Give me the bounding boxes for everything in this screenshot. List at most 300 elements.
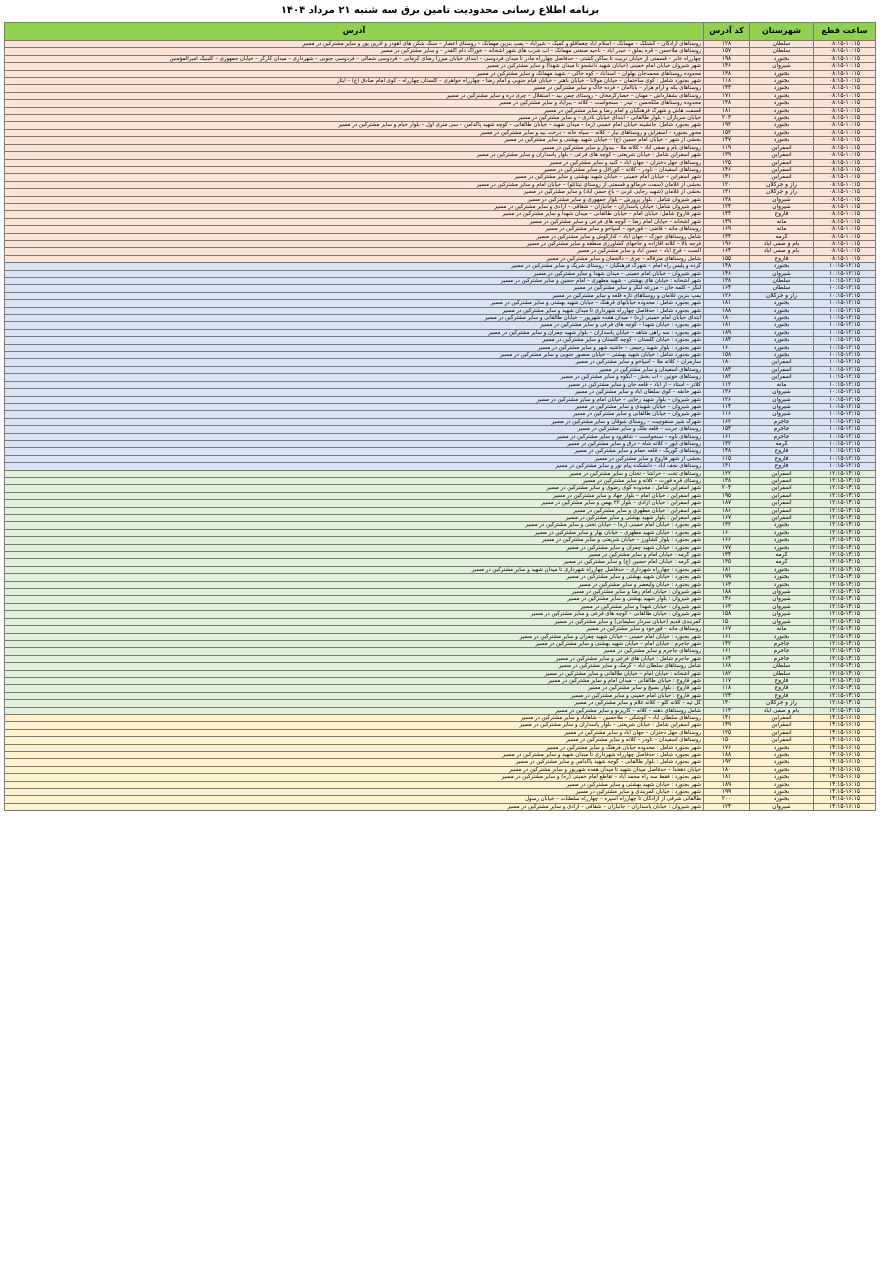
- table-row: [5, 537, 876, 544]
- address-cell: شهر شیروان : بلوار شهید بهشتی و سایر مشترکین در مسیر: [5, 596, 704, 603]
- table-row: [5, 500, 876, 507]
- time-cell: ۱۲:۱۵-۱۴:۱۵: [814, 611, 876, 618]
- table-row: [5, 633, 876, 640]
- city-cell: بجنورد: [750, 55, 814, 62]
- city-cell: بجنورد: [750, 789, 814, 796]
- address-cell: قسمت هاش و شهرک فرهنگیان و امام رضا و سایر مشترکین در مسیر: [5, 107, 704, 114]
- code-cell: ۱۳۵: [704, 559, 750, 566]
- city-cell: بجنورد: [750, 329, 814, 336]
- address-cell: روستاهای جاجرم و سایر مشترکین در مسیر: [5, 648, 704, 655]
- table-row: [5, 92, 876, 99]
- table-row: [5, 278, 876, 285]
- time-cell: ۰۸:۱۵-۱۰:۱۵: [814, 48, 876, 55]
- city-cell: بجنورد: [750, 759, 814, 766]
- address-cell: روستاهای اسفیدان – ناودر – کلاته و سایر مشترکین در مسیر: [5, 737, 704, 744]
- address-cell: شهر فاروج : بلوار بسیج و سایر مشترکین در مسیر: [5, 685, 704, 692]
- table-row: [5, 507, 876, 514]
- address-cell: کمربندی قدیم (خیابان سردار سلیمانی) و سایر مشترکین در مسیر: [5, 618, 704, 625]
- city-cell: بجنورد: [750, 78, 814, 85]
- time-cell: ۱۲:۱۵-۱۴:۱۵: [814, 589, 876, 596]
- city-cell: گرمه: [750, 559, 814, 566]
- city-cell: بجنورد: [750, 300, 814, 307]
- city-cell: مانه: [750, 381, 814, 388]
- address-cell: روستاهای جهل دختران – جهان آباد و سایر مشترکین در مسیر: [5, 729, 704, 736]
- code-cell: ۱۴۲: [704, 640, 750, 647]
- code-cell: ۱۹۶: [704, 240, 750, 247]
- time-cell: ۱۲:۱۵-۱۴:۱۵: [814, 485, 876, 492]
- city-cell: بجنورد: [750, 344, 814, 351]
- address-cell: روستاهای بام و صفی آباد – کلاته ملا – بیدواز و سایر مشترکین در مسیر: [5, 144, 704, 151]
- code-cell: ۱۸۱: [704, 322, 750, 329]
- table-row: [5, 337, 876, 344]
- table-row: [5, 670, 876, 677]
- code-cell: ۱۸۹: [704, 329, 750, 336]
- code-cell: ۱۳۲: [704, 440, 750, 447]
- table-row: [5, 100, 876, 107]
- time-cell: ۱۰:۱۵-۱۲:۱۵: [814, 411, 876, 418]
- city-cell: بجنورد: [750, 85, 814, 92]
- code-cell: ۱۲۴: [704, 692, 750, 699]
- code-cell: ۱۲۰: [704, 181, 750, 188]
- time-cell: ۱۰:۱۵-۱۲:۱۵: [814, 263, 876, 270]
- code-cell: ۱۳۸: [704, 278, 750, 285]
- code-cell: ۱۵۸: [704, 352, 750, 359]
- code-cell: ۱۲۸: [704, 41, 750, 48]
- address-cell: شهر خانقه – کوی سلطان آباد و سایر مشترکین در مسیر: [5, 389, 704, 396]
- address-cell: شهر جاجرم شامل : خیابان های فرعی و سایر مشترکین در مسیر: [5, 655, 704, 662]
- address-cell: شهر بجنورد شامل : کوی ساختمان – خیابان مولانا – خیابان باهنر – خیابان قیام جنوبی و امام رضا – چهارراه خواهری – گلستان چهارراه – کوی امام صادق (ع) – ایثار: [5, 78, 704, 85]
- address-cell: شهر بجنورد : خیابان شهدا – کوچه های فرعی و سایر مشترکین در مسیر: [5, 322, 704, 329]
- table-row: [5, 411, 876, 418]
- city-cell: اسفراین: [750, 470, 814, 477]
- time-cell: ۱۴:۱۵-۱۶:۱۵: [814, 744, 876, 751]
- address-cell: شهر اسفراین شامل : محدوده کوی رضوی و سایر مشترکین در مسیر: [5, 485, 704, 492]
- city-cell: شیروان: [750, 389, 814, 396]
- table-row: [5, 403, 876, 410]
- city-cell: جاجرم: [750, 648, 814, 655]
- city-cell: اسفراین: [750, 159, 814, 166]
- address-cell: شهر بجنورد : خیابان شهید مطهری – خیابان بهار و سایر مشترکین در مسیر: [5, 529, 704, 536]
- table-row: [5, 603, 876, 610]
- time-cell: ۱۴:۱۵-۱۶:۱۵: [814, 737, 876, 744]
- time-cell: ۱۲:۱۵-۱۴:۱۵: [814, 470, 876, 477]
- time-cell: ۰۸:۱۵-۱۰:۱۵: [814, 196, 876, 203]
- code-cell: ۱۱۵: [704, 455, 750, 462]
- table-row: [5, 589, 876, 596]
- time-cell: ۱۴:۱۵-۱۶:۱۵: [814, 752, 876, 759]
- time-cell: ۱۰:۱۵-۱۲:۱۵: [814, 440, 876, 447]
- table-header-row: [5, 23, 876, 41]
- time-cell: ۱۲:۱۵-۱۴:۱۵: [814, 648, 876, 655]
- address-cell: لنگر – کلمه خان – مزرعه لنگر و سایر مشترکین در مسیر: [5, 285, 704, 292]
- address-cell: شهر بجنورد : فقط سه راه محمد آباد – تقاطع امام خمینی (ره) و سایر مشترکین در مسیر: [5, 774, 704, 781]
- city-cell: بجنورد: [750, 581, 814, 588]
- time-cell: ۱۰:۱۵-۱۲:۱۵: [814, 322, 876, 329]
- time-cell: ۱۴:۱۵-۱۶:۱۵: [814, 803, 876, 810]
- address-cell: شهر بجنورد : خیابان امام خمینی (ره) – خیابان تختی و سایر مشترکین در مسیر: [5, 522, 704, 529]
- table-row: [5, 714, 876, 721]
- time-cell: ۱۴:۱۵-۱۶:۱۵: [814, 781, 876, 788]
- time-cell: ۰۸:۱۵-۱۰:۱۵: [814, 159, 876, 166]
- address-cell: شهر شیروان شامل: خیابان پاسداران – جانبازان – شقاقی – آزادی و سایر مشترکین در مسیر: [5, 203, 704, 210]
- city-cell: شیروان: [750, 396, 814, 403]
- time-cell: ۱۴:۱۵-۱۶:۱۵: [814, 766, 876, 773]
- time-cell: ۱۲:۱۵-۱۴:۱۵: [814, 707, 876, 714]
- code-cell: ۱۸۲: [704, 374, 750, 381]
- table-row: [5, 263, 876, 270]
- city-cell: بجنورد: [750, 796, 814, 803]
- address-cell: شهر بجنورد : سه راهی شاهد – خیابان پاسداران – بلوار شهید چمران و سایر مشترکین در مسیر: [5, 329, 704, 336]
- table-row: [5, 344, 876, 351]
- city-cell: بجنورد: [750, 537, 814, 544]
- time-cell: ۰۸:۱۵-۱۰:۱۵: [814, 152, 876, 159]
- table-row: [5, 55, 876, 62]
- city-cell: بجنورد: [750, 115, 814, 122]
- code-cell: ۱۱۴: [704, 403, 750, 410]
- code-cell: ۱۴۴: [704, 211, 750, 218]
- table-row: [5, 115, 876, 122]
- time-cell: ۱۲:۱۵-۱۴:۱۵: [814, 515, 876, 522]
- table-row: [5, 255, 876, 262]
- time-cell: ۱۰:۱۵-۱۲:۱۵: [814, 426, 876, 433]
- table-row: [5, 677, 876, 684]
- address-cell: شهر گرمه : خیابان امام و سایر مشترکین در مسیر: [5, 552, 704, 559]
- code-cell: ۱۶۴: [704, 285, 750, 292]
- time-cell: ۱۰:۱۵-۱۲:۱۵: [814, 352, 876, 359]
- table-row: [5, 655, 876, 662]
- table-row: [5, 240, 876, 247]
- table-row: [5, 48, 876, 55]
- time-cell: ۱۲:۱۵-۱۴:۱۵: [814, 677, 876, 684]
- table-row: [5, 640, 876, 647]
- code-cell: ۱۶۳: [704, 603, 750, 610]
- city-cell: شیروان: [750, 196, 814, 203]
- address-cell: شهر گرمه : خیابان امام حسین (ع) و سایر مشترکین در مسیر: [5, 559, 704, 566]
- code-cell: ۱۶۱: [704, 648, 750, 655]
- table-row: [5, 166, 876, 173]
- city-cell: جاجرم: [750, 426, 814, 433]
- table-row: [5, 611, 876, 618]
- city-cell: اسفراین: [750, 507, 814, 514]
- address-cell: شهر شیروان : خیابان شهدا و سایر مشترکین در مسیر: [5, 603, 704, 610]
- code-cell: ۱۵۰: [704, 737, 750, 744]
- city-cell: بجنورد: [750, 100, 814, 107]
- city-cell: فاروج: [750, 211, 814, 218]
- address-cell: شهر بجنورد شامل : خیابان شهید بهشتی – خیابان منصور جنوبی و سایر مشترکین در مسیر: [5, 352, 704, 359]
- address-cell: گل تپه – کلاته کلو – کلاته غلام و سایر مشترکین در مسیر: [5, 700, 704, 707]
- table-row: [5, 248, 876, 255]
- time-cell: ۱۲:۱۵-۱۴:۱۵: [814, 552, 876, 559]
- table-row: [5, 581, 876, 588]
- time-cell: ۱۰:۱۵-۱۲:۱۵: [814, 344, 876, 351]
- table-row: [5, 566, 876, 573]
- city-cell: بجنورد: [750, 307, 814, 314]
- table-row: [5, 729, 876, 736]
- time-cell: ۱۲:۱۵-۱۴:۱۵: [814, 692, 876, 699]
- city-cell: اسفراین: [750, 359, 814, 366]
- city-cell: اسفراین: [750, 492, 814, 499]
- code-cell: ۱۶۳: [704, 581, 750, 588]
- address-cell: شهر شیروان – خیابان شهیدی و سایر مشترکین در مسیر: [5, 403, 704, 410]
- table-row: [5, 515, 876, 522]
- address-cell: شهر اسفراین – خیابان امام خمینی – خیابان شهید بهشتی و سایر مشترکین در مسیر: [5, 174, 704, 181]
- table-row: [5, 352, 876, 359]
- city-cell: جاجرم: [750, 433, 814, 440]
- code-cell: ۱۵۰: [704, 618, 750, 625]
- city-cell: شیروان: [750, 803, 814, 810]
- time-cell: ۱۲:۱۵-۱۴:۱۵: [814, 670, 876, 677]
- city-cell: شیروان: [750, 203, 814, 210]
- city-cell: سلطان: [750, 670, 814, 677]
- table-row: [5, 396, 876, 403]
- address-cell: شهر اسفراین : خیابان آزادی – بلوار ۲۲ بهمن و سایر مشترکین در مسیر: [5, 500, 704, 507]
- table-row: [5, 700, 876, 707]
- table-row: [5, 559, 876, 566]
- code-cell: ۱۳۴: [704, 233, 750, 240]
- table-row: [5, 366, 876, 373]
- outage-schedule-table: [4, 22, 876, 811]
- table-row: [5, 707, 876, 714]
- address-cell: شهر بجنورد : بلوار کشاورز – خیابان شریعتی و سایر مشترکین در مسیر: [5, 537, 704, 544]
- code-cell: ۱۳۹: [704, 152, 750, 159]
- address-cell: محور بجنورد – اسفراین و روستاهای بیار – کلاته – سیاه خانه – درخت بید و سایر مشترکین در مسیر: [5, 129, 704, 136]
- city-cell: سلطان: [750, 663, 814, 670]
- code-cell: ۱۲۲: [704, 470, 750, 477]
- address-cell: روستاهای نجف آباد – دانشکده پیام نور و سایر مشترکین در مسیر: [5, 463, 704, 470]
- table-row: [5, 552, 876, 559]
- address-cell: روستاهای ایور – کلاته شاه – درق و سایر مشترکین در مسیر: [5, 440, 704, 447]
- city-cell: جاجرم: [750, 655, 814, 662]
- city-cell: اسفراین: [750, 174, 814, 181]
- address-cell: شهر شیروان : خیابان امام رضا و سایر مشترکین در مسیر: [5, 589, 704, 596]
- address-cell: شهر آشخانه – خیابان امام رضا – کوچه های فرعی و سایر مشترکین در مسیر: [5, 218, 704, 225]
- code-cell: ۱۶۱: [704, 433, 750, 440]
- code-cell: ۱۳۶: [704, 596, 750, 603]
- time-cell: ۱۰:۱۵-۱۲:۱۵: [814, 337, 876, 344]
- code-cell: ۱۴۰: [704, 700, 750, 707]
- address-cell: طالقانی شرقی از آزادگان تا چهارراه اسپره – چهارراه سلطنات – خیابان رسول: [5, 796, 704, 803]
- city-cell: بام و صفی آباد: [750, 240, 814, 247]
- address-cell: گرده و پلیس راه امام – شهرک فرهنگیان – روستای شریک و سایر مشترکین در مسیر: [5, 263, 704, 270]
- table-row: [5, 152, 876, 159]
- code-cell: ۱۸۰: [704, 359, 750, 366]
- time-cell: ۱۲:۱۵-۱۴:۱۵: [814, 544, 876, 551]
- time-cell: ۰۸:۱۵-۱۰:۱۵: [814, 115, 876, 122]
- time-cell: ۰۸:۱۵-۱۰:۱۵: [814, 122, 876, 129]
- address-cell: شهر فاروج : خیابان امام خمینی و سایر مشترکین در مسیر: [5, 692, 704, 699]
- address-cell: روستای قره قورت – کلاته و سایر مشترکین در مسیر: [5, 477, 704, 484]
- city-cell: سلطان: [750, 48, 814, 55]
- table-row: [5, 144, 876, 151]
- address-cell: شهر بجنورد : خیابان شهید چمران و سایر مشترکین در مسیر: [5, 544, 704, 551]
- address-cell: شامل روستاهای دهنه – کلاته – کاریزنو و سایر مشترکین در مسیر: [5, 707, 704, 714]
- code-cell: ۱۸۰: [704, 766, 750, 773]
- table-row: [5, 492, 876, 499]
- table-row: [5, 744, 876, 751]
- code-cell: ۱۸۸: [704, 307, 750, 314]
- time-cell: ۱۲:۱۵-۱۴:۱۵: [814, 477, 876, 484]
- time-cell: ۰۸:۱۵-۱۰:۱۵: [814, 92, 876, 99]
- table-row: [5, 181, 876, 188]
- table-row: [5, 448, 876, 455]
- table-row: [5, 41, 876, 48]
- table-row: [5, 759, 876, 766]
- address-cell: الست – فرج آباد – حسن آباد و سایر مشترکین در مسیر: [5, 248, 704, 255]
- time-cell: ۰۸:۱۵-۱۰:۱۵: [814, 85, 876, 92]
- code-cell: ۱۸۱: [704, 300, 750, 307]
- code-cell: ۱۱۲: [704, 381, 750, 388]
- code-cell: ۱۲۴: [704, 803, 750, 810]
- address-cell: شهر شیروان – بلوار شهید رجایی – خیابان امام و سایر مشترکین در مسیر: [5, 396, 704, 403]
- time-cell: ۱۰:۱۵-۱۲:۱۵: [814, 396, 876, 403]
- time-cell: ۰۸:۱۵-۱۰:۱۵: [814, 189, 876, 196]
- table-row: [5, 522, 876, 529]
- city-cell: بجنورد: [750, 574, 814, 581]
- code-cell: ۱۹۲: [704, 759, 750, 766]
- code-cell: ۱۲۵: [704, 729, 750, 736]
- address-cell: شهر اسفراین شامل : خیابان شریعتی – کوچه های فرعی – بلوار پاسداران و سایر مشترکین در مسیر: [5, 152, 704, 159]
- time-cell: ۱۰:۱۵-۱۲:۱۵: [814, 448, 876, 455]
- time-cell: ۱۲:۱۵-۱۴:۱۵: [814, 700, 876, 707]
- time-cell: ۱۲:۱۵-۱۴:۱۵: [814, 500, 876, 507]
- address-cell: شهر اسفراین شامل : خیابان شریعتی – بلوار پاسداران و سایر مشترکین در مسیر: [5, 722, 704, 729]
- address-cell: شهر شیروان شامل : بلوار پرورش – بلوار جمهوری و سایر مشترکین در مسیر: [5, 196, 704, 203]
- city-cell: اسفراین: [750, 500, 814, 507]
- code-cell: ۱۳۱: [704, 189, 750, 196]
- table-row: [5, 596, 876, 603]
- time-cell: ۰۸:۱۵-۱۰:۱۵: [814, 174, 876, 181]
- table-row: [5, 315, 876, 322]
- address-cell: شهر بجنورد : خیابان شهید بهشتی و سایر مشترکین در مسیر: [5, 781, 704, 788]
- table-row: [5, 329, 876, 336]
- address-cell: شهر بجنورد شامل : محدوده خیابان فرهنگ و سایر مشترکین در مسیر: [5, 744, 704, 751]
- code-cell: ۱۴۳: [704, 85, 750, 92]
- address-cell: روستاهای جربت – قلعه ملک و سایر مشترکین در مسیر: [5, 426, 704, 433]
- code-cell: ۱۴۱: [704, 174, 750, 181]
- city-cell: فاروج: [750, 255, 814, 262]
- table-row: [5, 70, 876, 77]
- address-cell: بخشی از شهر – خیابان امام حسین (ع) – خیابان شهید بهشتی و سایر مشترکین در مسیر: [5, 137, 704, 144]
- city-cell: بجنورد: [750, 122, 814, 129]
- table-row: [5, 692, 876, 699]
- code-cell: ۱۶۷: [704, 515, 750, 522]
- table-row: [5, 648, 876, 655]
- table-row: [5, 270, 876, 277]
- address-cell: شهر شیروان – خیابان طالقانی و سایر مشترکین در مسیر: [5, 411, 704, 418]
- city-cell: بجنورد: [750, 92, 814, 99]
- city-cell: بجنورد: [750, 315, 814, 322]
- city-cell: بجنورد: [750, 744, 814, 751]
- table-row: [5, 203, 876, 210]
- city-cell: اسفراین: [750, 374, 814, 381]
- table-row: [5, 226, 876, 233]
- address-cell: شهر بجنورد : چهارراه شهرداری – حدفاصل چهارراه شهرداری تا میدان شهید و سایر مشترکین در مسیر: [5, 566, 704, 573]
- code-cell: ۱۴۶: [704, 270, 750, 277]
- table-row: [5, 789, 876, 796]
- code-cell: ۱۳۲: [704, 522, 750, 529]
- time-cell: ۱۰:۱۵-۱۲:۱۵: [814, 270, 876, 277]
- city-cell: راز و جرگلان: [750, 189, 814, 196]
- time-cell: ۰۸:۱۵-۱۰:۱۵: [814, 70, 876, 77]
- address-cell: محدوده روستاهای ملکحسن – تیدر – سنخواست – کلاته – ببرآباد و سایر مشترکین در مسیر: [5, 100, 704, 107]
- code-cell: ۱۹۸: [704, 55, 750, 62]
- table-row: [5, 470, 876, 477]
- time-cell: ۰۸:۱۵-۱۰:۱۵: [814, 166, 876, 173]
- code-cell: ۱۱۸: [704, 78, 750, 85]
- city-cell: شیروان: [750, 403, 814, 410]
- time-cell: ۱۰:۱۵-۱۲:۱۵: [814, 315, 876, 322]
- city-cell: اسفراین: [750, 477, 814, 484]
- code-cell: ۱۱۳: [704, 707, 750, 714]
- address-cell: ابتدای خیابان امام خمینی (ره) – میدان هفده شهریور – خیابان طالقانی و سایر مشترکین در مسیر: [5, 315, 704, 322]
- address-cell: پمپ بنزین غلامان و روستاهای تازه قلعه و سایر مشترکین در مسیر: [5, 292, 704, 299]
- table-row: [5, 663, 876, 670]
- table-row: [5, 574, 876, 581]
- time-cell: ۱۴:۱۵-۱۶:۱۵: [814, 729, 876, 736]
- time-cell: ۱۴:۱۵-۱۶:۱۵: [814, 774, 876, 781]
- code-cell: ۱۸۹: [704, 781, 750, 788]
- city-cell: بام و صفی آباد: [750, 707, 814, 714]
- time-cell: ۱۰:۱۵-۱۲:۱۵: [814, 389, 876, 396]
- address-cell: شامل روستاهای مترقاله – چری – دالجمان و سایر مشترکین در مسیر: [5, 255, 704, 262]
- address-cell: شامل روستاهای سلطان آباد – گرمک و سایر مشترکین در مسیر: [5, 663, 704, 670]
- code-cell: ۱۵۳: [704, 426, 750, 433]
- address-cell: خیابان دهخدا – حدفاصل میدان شهید تا میدان هفده شهریور و سایر مشترکین در مسیر: [5, 766, 704, 773]
- code-cell: ۱۱۹: [704, 144, 750, 151]
- address-cell: فرجه بالا – کلاته آقازاده و جاجهای کشاورزی منطقه و سایر مشترکین در مسیر: [5, 240, 704, 247]
- city-cell: شیروان: [750, 411, 814, 418]
- table-row: [5, 196, 876, 203]
- address-cell: شهر فاروج شامل: خیابان امام – خیابان طالقانی – میدان شهدا و سایر مشترکین در مسیر: [5, 211, 704, 218]
- code-cell: ۱۶۰: [704, 529, 750, 536]
- time-cell: ۱۲:۱۵-۱۴:۱۵: [814, 507, 876, 514]
- time-cell: ۱۰:۱۵-۱۲:۱۵: [814, 329, 876, 336]
- table-row: [5, 211, 876, 218]
- code-cell: ۱۸۱: [704, 107, 750, 114]
- code-cell: ۱۵۸: [704, 611, 750, 618]
- table-row: [5, 766, 876, 773]
- city-cell: بجنورد: [750, 107, 814, 114]
- time-cell: ۱۲:۱۵-۱۴:۱۵: [814, 663, 876, 670]
- time-cell: ۱۲:۱۵-۱۴:۱۵: [814, 603, 876, 610]
- time-cell: ۱۴:۱۵-۱۶:۱۵: [814, 789, 876, 796]
- table-row: [5, 796, 876, 803]
- address-cell: شهر بجنورد : خیابان شهید بهشتی و سایر مشترکین در مسیر: [5, 574, 704, 581]
- city-cell: بجنورد: [750, 544, 814, 551]
- code-cell: ۱۲۶: [704, 292, 750, 299]
- city-cell: بجنورد: [750, 566, 814, 573]
- city-cell: شیروان: [750, 618, 814, 625]
- address-cell: بخشی از غلامان (شهید رجایی غربی – باغ حسن آباد) و سایر مشترکین در مسیر: [5, 189, 704, 196]
- time-cell: ۱۴:۱۵-۱۶:۱۵: [814, 796, 876, 803]
- city-cell: راز و جرگلان: [750, 292, 814, 299]
- city-cell: مانه: [750, 626, 814, 633]
- address-cell: روستاهای ملاحسن – قره بملق – حیدر آباد – ناحیه صنعتی مهمانک – آب شرب های شهر آشخانه – خوراک دام اکفدر – و سایر مشترکین در مسیر: [5, 48, 704, 55]
- address-cell: شهر بجنورد شامل : حدفاصل چهارراه شهرداری تا میدان شهید و سایر مشترکین در مسیر: [5, 752, 704, 759]
- city-cell: جاجرم: [750, 640, 814, 647]
- table-row: [5, 529, 876, 536]
- header-address: آدرس: [5, 23, 704, 41]
- table-row: [5, 129, 876, 136]
- table-row: [5, 781, 876, 788]
- code-cell: ۱۶۲: [704, 418, 750, 425]
- code-cell: ۱۳۱: [704, 463, 750, 470]
- time-cell: ۱۰:۱۵-۱۲:۱۵: [814, 292, 876, 299]
- city-cell: بجنورد: [750, 529, 814, 536]
- time-cell: ۱۰:۱۵-۱۲:۱۵: [814, 381, 876, 388]
- address-cell: چهارراه عابر – قسمتی از خیابان تربیت تا ساکن کشتی – حدفاصل چهارراه مادر تا میدان فردوسی – ابتدای خیابان میرزا رضای کرمانی – فردوسی شمالی – فردوسی جنوبی – شهرداری – میدان کارگر – خیابان جمهوری – کلینیک امیرالمؤمنین: [5, 55, 704, 62]
- time-cell: ۱۲:۱۵-۱۴:۱۵: [814, 566, 876, 573]
